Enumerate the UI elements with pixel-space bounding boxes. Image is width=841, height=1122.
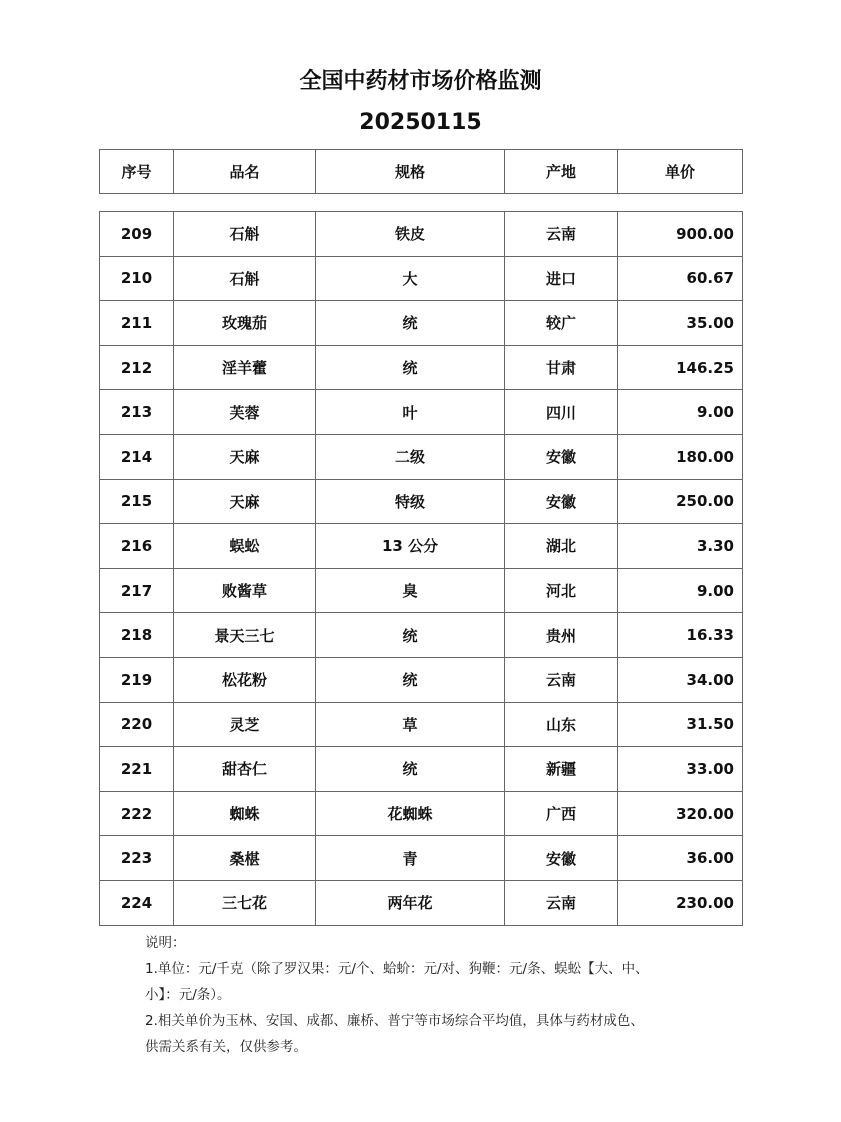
cell-name: 景天三七 bbox=[174, 613, 316, 658]
cell-origin: 广西 bbox=[505, 791, 618, 836]
table-header bbox=[99, 149, 743, 194]
cell-id: 219 bbox=[100, 657, 174, 702]
cell-origin: 云南 bbox=[505, 657, 618, 702]
cell-origin: 山东 bbox=[505, 702, 618, 747]
cell-name: 天麻 bbox=[174, 434, 316, 479]
cell-name: 天麻 bbox=[174, 479, 316, 524]
cell-name: 淫羊藿 bbox=[174, 345, 316, 390]
cell-origin: 安徽 bbox=[505, 836, 618, 881]
cell-name: 芙蓉 bbox=[174, 390, 316, 435]
cell-spec: 特级 bbox=[316, 479, 505, 524]
cell-spec: 二级 bbox=[316, 434, 505, 479]
table-row bbox=[100, 212, 743, 257]
cell-id: 224 bbox=[100, 880, 174, 925]
cell-origin: 河北 bbox=[505, 568, 618, 613]
cell-id: 221 bbox=[100, 747, 174, 792]
cell-id: 214 bbox=[100, 434, 174, 479]
cell-name: 三七花 bbox=[174, 880, 316, 925]
cell-price: 180.00 bbox=[618, 434, 743, 479]
cell-spec: 花蜘蛛 bbox=[316, 791, 505, 836]
cell-id: 222 bbox=[100, 791, 174, 836]
cell-id: 217 bbox=[100, 568, 174, 613]
cell-origin: 较广 bbox=[505, 301, 618, 346]
cell-spec: 统 bbox=[316, 301, 505, 346]
cell-origin: 进口 bbox=[505, 256, 618, 301]
cell-price: 36.00 bbox=[618, 836, 743, 881]
cell-spec: 铁皮 bbox=[316, 212, 505, 257]
notes bbox=[145, 930, 705, 1060]
cell-origin: 贵州 bbox=[505, 613, 618, 658]
table-row bbox=[100, 747, 743, 792]
cell-price: 16.33 bbox=[618, 613, 743, 658]
column-header-price: 单价 bbox=[618, 150, 743, 194]
notes-line-1-cont: 小】：元/条）。 bbox=[145, 987, 231, 1003]
cell-name: 蜘蛛 bbox=[174, 791, 316, 836]
column-header-spec: 规格 bbox=[316, 150, 505, 194]
column-header-name: 品名 bbox=[174, 150, 316, 194]
cell-origin: 甘肃 bbox=[505, 345, 618, 390]
header-row bbox=[100, 150, 743, 194]
cell-spec: 大 bbox=[316, 256, 505, 301]
cell-id: 215 bbox=[100, 479, 174, 524]
table-row bbox=[100, 256, 743, 301]
cell-price: 146.25 bbox=[618, 345, 743, 390]
cell-price: 900.00 bbox=[618, 212, 743, 257]
table-row bbox=[100, 791, 743, 836]
cell-id: 209 bbox=[100, 212, 174, 257]
report-date: 20250115 bbox=[359, 110, 482, 135]
table-row bbox=[100, 524, 743, 569]
table-row bbox=[100, 836, 743, 881]
table-row bbox=[100, 880, 743, 925]
cell-spec: 叶 bbox=[316, 390, 505, 435]
cell-spec: 统 bbox=[316, 657, 505, 702]
column-header-origin: 产地 bbox=[505, 150, 618, 194]
cell-spec: 统 bbox=[316, 747, 505, 792]
cell-spec: 草 bbox=[316, 702, 505, 747]
cell-name: 松花粉 bbox=[174, 657, 316, 702]
cell-id: 210 bbox=[100, 256, 174, 301]
cell-origin: 湖北 bbox=[505, 524, 618, 569]
cell-id: 223 bbox=[100, 836, 174, 881]
cell-name: 石斛 bbox=[174, 256, 316, 301]
cell-spec: 臭 bbox=[316, 568, 505, 613]
cell-price: 9.00 bbox=[618, 390, 743, 435]
cell-price: 250.00 bbox=[618, 479, 743, 524]
cell-price: 320.00 bbox=[618, 791, 743, 836]
cell-id: 218 bbox=[100, 613, 174, 658]
cell-name: 蜈蚣 bbox=[174, 524, 316, 569]
price-table bbox=[99, 211, 743, 926]
notes-line-1: 1.单位：元/千克（除了罗汉果：元/个、蛤蚧：元/对、狗鞭：元/条、蜈蚣【大、中、 bbox=[145, 961, 649, 977]
cell-id: 212 bbox=[100, 345, 174, 390]
notes-line-2: 2.相关单价为玉林、安国、成都、廉桥、普宁等市场综合平均值，具体与药材成色、 bbox=[145, 1013, 644, 1029]
cell-spec: 13 公分 bbox=[316, 524, 505, 569]
cell-spec: 两年花 bbox=[316, 880, 505, 925]
cell-name: 甜杏仁 bbox=[174, 747, 316, 792]
notes-line-2-cont: 供需关系有关，仅供参考。 bbox=[145, 1039, 307, 1055]
cell-spec: 青 bbox=[316, 836, 505, 881]
cell-price: 31.50 bbox=[618, 702, 743, 747]
cell-origin: 四川 bbox=[505, 390, 618, 435]
table-row bbox=[100, 479, 743, 524]
cell-price: 33.00 bbox=[618, 747, 743, 792]
cell-id: 216 bbox=[100, 524, 174, 569]
cell-name: 桑椹 bbox=[174, 836, 316, 881]
cell-origin: 云南 bbox=[505, 880, 618, 925]
cell-name: 石斛 bbox=[174, 212, 316, 257]
cell-spec: 统 bbox=[316, 613, 505, 658]
cell-price: 9.00 bbox=[618, 568, 743, 613]
cell-price: 34.00 bbox=[618, 657, 743, 702]
cell-id: 220 bbox=[100, 702, 174, 747]
cell-price: 230.00 bbox=[618, 880, 743, 925]
cell-origin: 安徽 bbox=[505, 479, 618, 524]
cell-price: 35.00 bbox=[618, 301, 743, 346]
table-row bbox=[100, 657, 743, 702]
column-header-id: 序号 bbox=[100, 150, 174, 194]
table-body bbox=[100, 212, 743, 926]
table-row bbox=[100, 434, 743, 479]
table-row bbox=[100, 345, 743, 390]
cell-id: 213 bbox=[100, 390, 174, 435]
cell-name: 败酱草 bbox=[174, 568, 316, 613]
cell-origin: 安徽 bbox=[505, 434, 618, 479]
cell-origin: 新疆 bbox=[505, 747, 618, 792]
table-row bbox=[100, 390, 743, 435]
cell-name: 灵芝 bbox=[174, 702, 316, 747]
cell-origin: 云南 bbox=[505, 212, 618, 257]
cell-id: 211 bbox=[100, 301, 174, 346]
table-row bbox=[100, 613, 743, 658]
table-row bbox=[100, 568, 743, 613]
cell-price: 60.67 bbox=[618, 256, 743, 301]
table-row bbox=[100, 702, 743, 747]
page-title: 全国中药材市场价格监测 bbox=[299, 69, 542, 94]
cell-spec: 统 bbox=[316, 345, 505, 390]
cell-name: 玫瑰茄 bbox=[174, 301, 316, 346]
notes-heading: 说明： bbox=[145, 935, 186, 951]
table-row bbox=[100, 301, 743, 346]
cell-price: 3.30 bbox=[618, 524, 743, 569]
